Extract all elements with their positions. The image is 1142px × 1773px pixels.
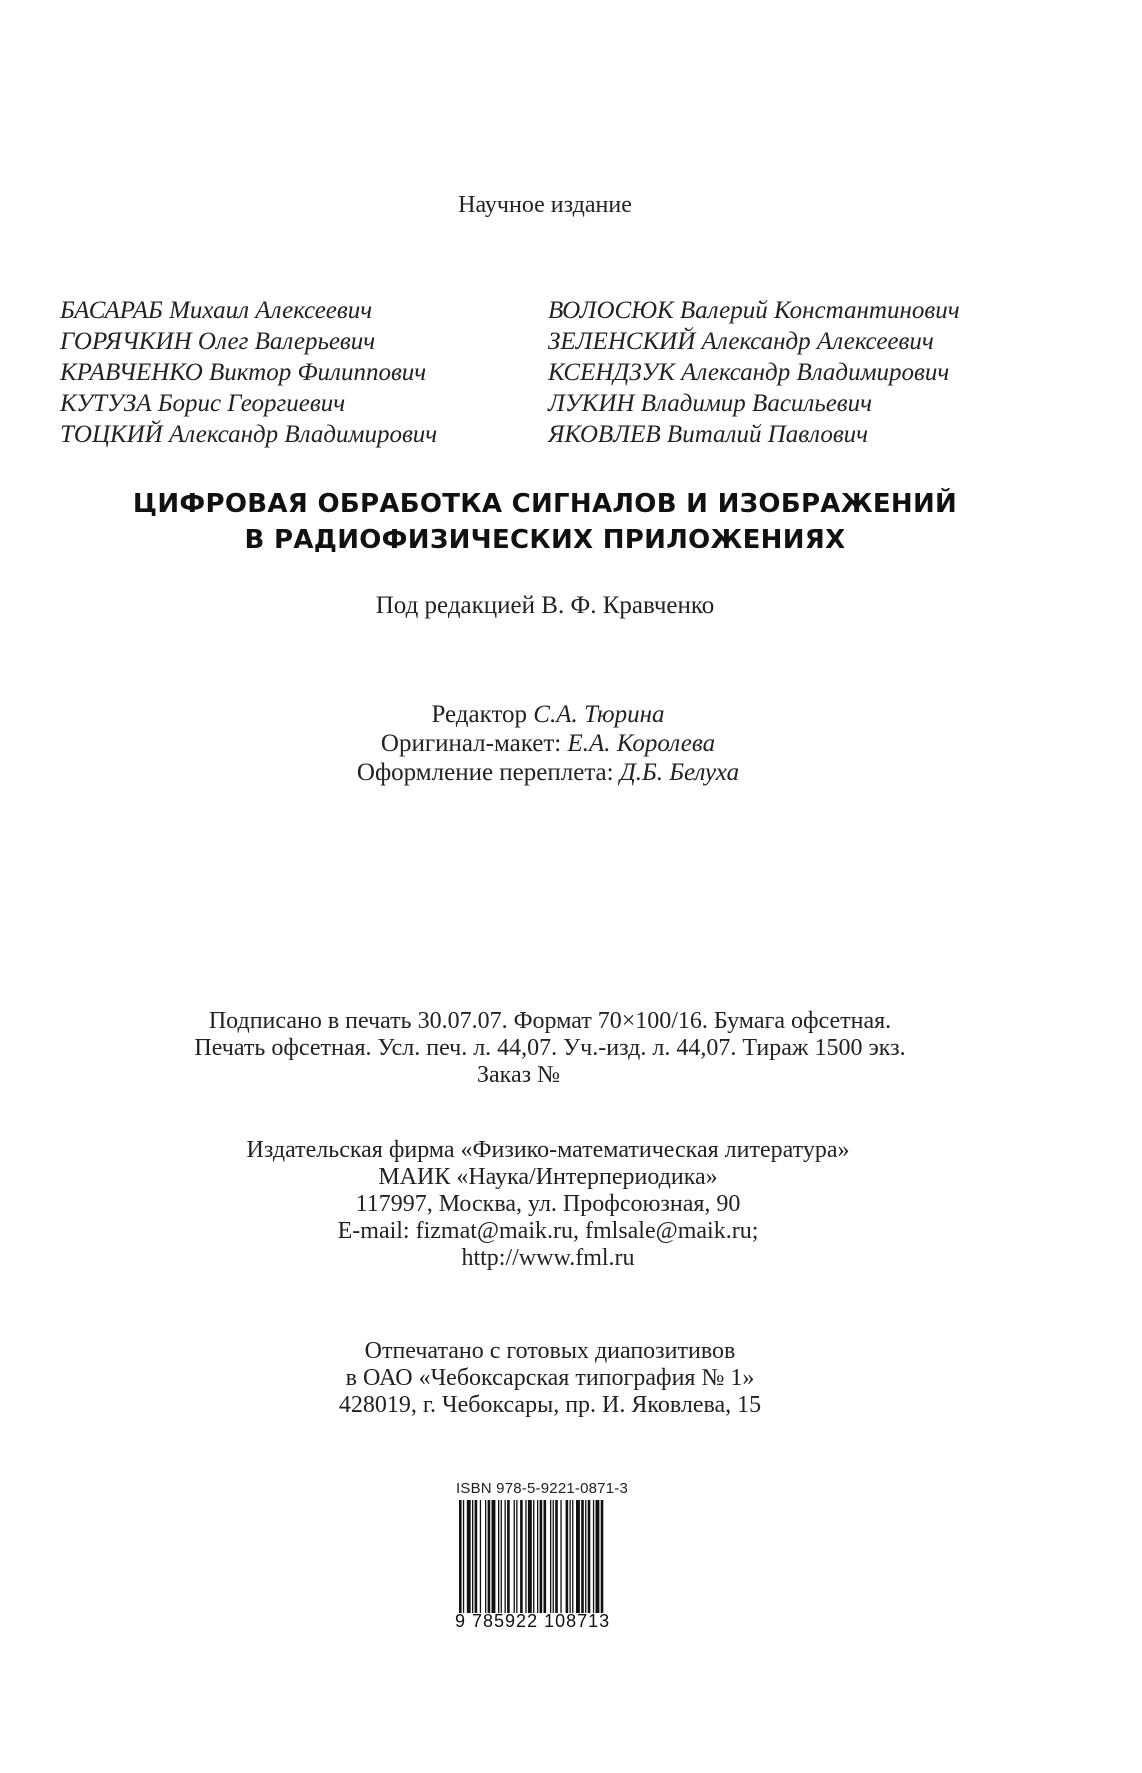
author-entry: БАСАРАБ Михаил Алексеевич <box>60 297 373 324</box>
author-entry: КРАВЧЕНКО Виктор Филиппович <box>60 359 427 386</box>
author-entry: КУТУЗА Борис Георгиевич <box>60 390 346 417</box>
author-entry: КСЕНДЗУК Александр Владимирович <box>548 359 950 386</box>
publisher-line: http://www.fml.ru <box>461 1245 635 1271</box>
author-entry: ЗЕЛЕНСКИЙ Александр Алексеевич <box>548 328 934 355</box>
author-entry: ТОЦКИЙ Александр Владимирович <box>60 421 438 448</box>
printer-line: Отпечатано с готовых диапозитивов <box>364 1338 736 1364</box>
publisher-info <box>218 1137 878 1272</box>
publisher-line: E-mail: fizmat@maik.ru, fmlsale@maik.ru; <box>337 1218 759 1244</box>
printer-line: в ОАО «Чебоксарская типография № 1» <box>345 1365 755 1391</box>
printer-info <box>300 1338 800 1419</box>
edition-type: Научное издание <box>458 192 632 218</box>
authors-right-column <box>548 295 960 450</box>
credit-binding-design: Оформление переплета: Д.Б. Белуха <box>356 759 740 786</box>
edited-by: Под редакцией В. Ф. Кравченко <box>375 592 715 619</box>
credits <box>318 700 778 787</box>
author-entry: ЛУКИН Владимир Васильевич <box>548 390 873 417</box>
credit-editor: Редактор С.А. Тюрина <box>431 701 665 728</box>
barcode-digits: 9 785922 108713 <box>455 1611 611 1631</box>
author-entry: ВОЛОСЮК Валерий Константинович <box>548 297 960 324</box>
publisher-line: Издательская фирма «Физико-математическая литература» <box>246 1137 850 1163</box>
publisher-line: МАИК «Наука/Интерпериодика» <box>378 1164 718 1190</box>
authors-left-column <box>60 295 437 450</box>
order-number: Заказ № <box>477 1062 561 1088</box>
publisher-line: 117997, Москва, ул. Профсоюзная, 90 <box>355 1191 741 1217</box>
print-info-line: Печать офсетная. Усл. печ. л. 44,07. Уч.-изд. л. 44,07. Тираж 1500 экз. <box>194 1035 906 1061</box>
isbn-label: ISBN 978-5-9221-0871-3 <box>456 1480 629 1497</box>
book-title <box>0 486 1090 558</box>
print-info <box>150 1008 950 1062</box>
book-title-line-1: ЦИФРОВАЯ ОБРАБОТКА СИГНАЛОВ И ИЗОБРАЖЕНИЙ <box>132 489 958 519</box>
book-title-line-2: В РАДИОФИЗИЧЕСКИХ ПРИЛОЖЕНИЯХ <box>244 525 846 555</box>
barcode-bars <box>455 1500 651 1613</box>
isbn-barcode <box>455 1480 651 1633</box>
print-info-line: Подписано в печать 30.07.07. Формат 70×100/16. Бумага офсетная. <box>208 1008 892 1034</box>
credit-layout: Оригинал-макет: Е.А. Королева <box>380 730 716 757</box>
printer-line: 428019, г. Чебоксары, пр. И. Яковлева, 15 <box>338 1392 762 1418</box>
author-entry: ЯКОВЛЕВ Виталий Павлович <box>548 421 869 448</box>
author-entry: ГОРЯЧКИН Олег Валерьевич <box>60 328 376 355</box>
